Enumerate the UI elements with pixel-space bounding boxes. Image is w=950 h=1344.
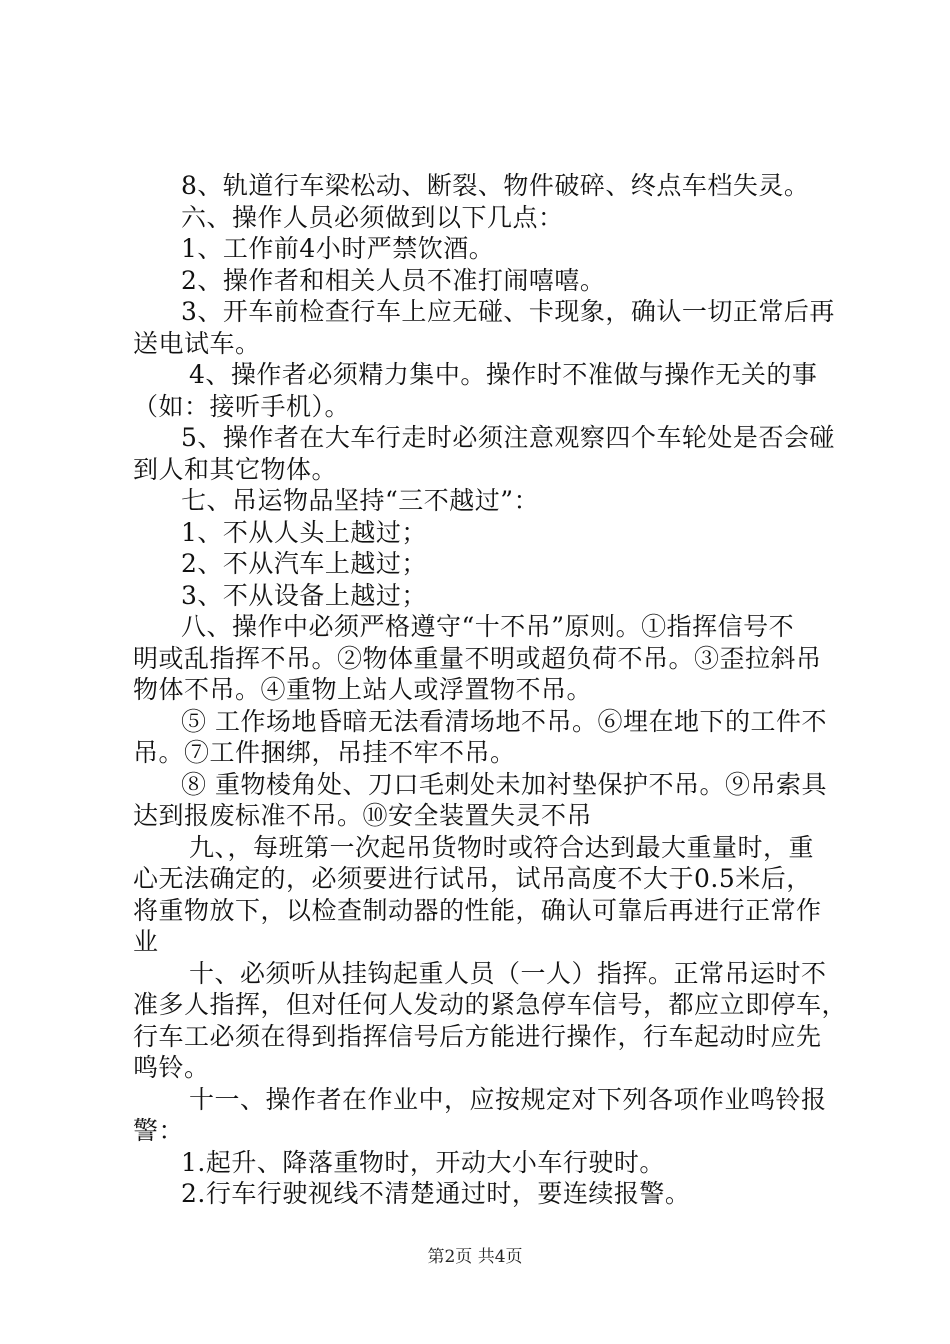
paragraph-line: 1.起升、降落重物时，开动大小车行驶时。 [181,1147,665,1177]
paragraph-line: 明或乱指挥不吊。②物体重量不明或超负荷不吊。③歪拉斜吊 [133,643,822,673]
section-heading: 十一、操作者在作业中，应按规定对下列各项作业鸣铃报 [189,1084,827,1114]
paragraph-line: 4、操作者必须精力集中。操作时不准做与操作无关的事 [189,360,818,389]
page-footer: 第2页 共4页 [427,1247,523,1267]
paragraph-line: 准多人指挥，但对任何人发动的紧急停车信号，都应立即停车， [133,990,848,1019]
paragraph-line: 达到报废标准不吊。⑩安全装置失灵不吊 [133,801,593,830]
paragraph-line: （如：接听手机）。 [133,391,351,421]
section-heading: 六、操作人员必须做到以下几点： [181,202,564,232]
paragraph-line: 1、不从人头上越过； [181,517,427,547]
paragraph-line: 2、操作者和相关人员不准打闹嘻嘻。 [181,265,606,295]
paragraph-line: 2、不从汽车上越过； [181,549,427,578]
section-heading: 八、操作中必须严格遵守“十不吊”原则。①指挥信号不 [181,612,795,641]
paragraph-line: 3、不从设备上越过； [181,580,427,610]
section-heading: 十、必须听从挂钩起重人员（一人）指挥。正常吊运时不 [189,958,827,988]
section-heading: 九、，每班第一次起吊货物时或符合达到最大重量时，重 [189,832,815,862]
paragraph-line: ⑧ 重物棱角处、刀口毛刺处未加衬垫保护不吊。⑨吊索具 [181,769,827,799]
paragraph-line: ⑤ 工作场地昏暗无法看清场地不吊。⑥埋在地下的工件不 [181,706,827,736]
paragraph-line: 物体不吊。④重物上站人或浮置物不吊。 [133,675,593,704]
paragraph-line: 将重物放下，以检查制动器的性能，确认可靠后再进行正常作 [133,895,822,925]
paragraph-line: 警： [133,1116,185,1145]
paragraph-line: 业 [133,927,159,956]
paragraph-line: 鸣铃。 [133,1053,210,1082]
paragraph-line: 心无法确定的，必须要进行试吊，试吊高度不大于0.5米后， [133,864,812,893]
paragraph-line: 3、开车前检查行车上应无碰、卡现象，确认一切正常后再 [181,297,835,326]
paragraph-line: 2.行车行驶视线不清楚通过时，要连续报警。 [181,1179,691,1208]
paragraph-line: 行车工必须在得到指挥信号后方能进行操作，行车起动时应先 [133,1021,822,1051]
paragraph-line: 到人和其它物体。 [133,454,338,484]
section-heading: 七、吊运物品坚持“三不越过”： [181,486,540,515]
document-body [133,170,848,1210]
paragraph-line: 送电试车。 [133,328,261,358]
paragraph-line: 1、工作前4小时严禁饮酒。 [181,234,495,263]
paragraph-line: 8、轨道行车梁松动、断裂、物件破碎、终点车档失灵。 [181,171,810,200]
paragraph-line: 5、操作者在大车行走时必须注意观察四个车轮处是否会碰 [181,423,835,452]
paragraph-line: 吊。⑦工件捆绑，吊挂不牢不吊。 [133,738,516,767]
